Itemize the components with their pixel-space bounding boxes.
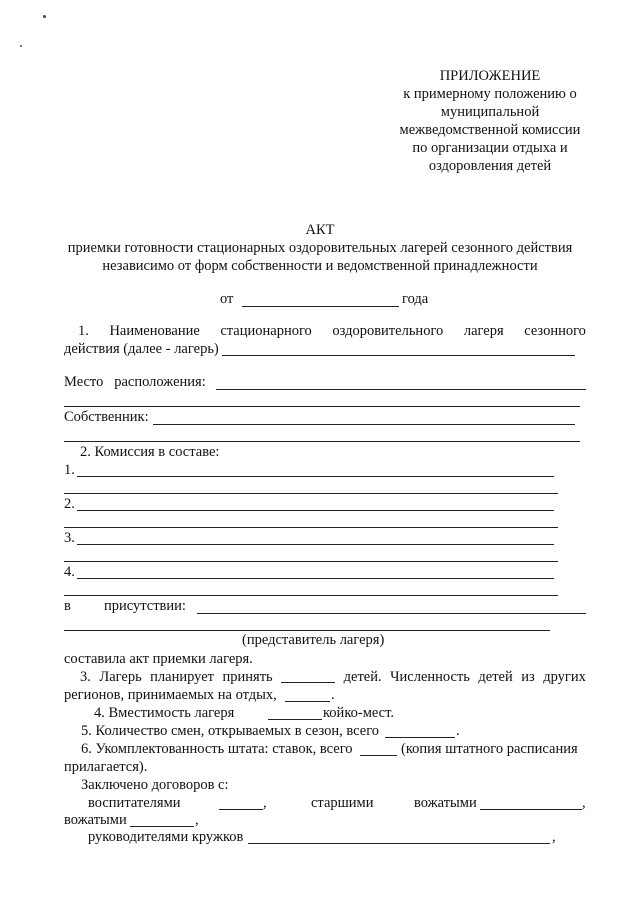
item1-word: оздоровительного	[332, 323, 444, 339]
appendix-line: по организации отдыха и	[412, 140, 568, 156]
appendix-line: к примерному положению о	[403, 86, 577, 102]
date-field[interactable]	[242, 306, 399, 307]
appendix-title: ПРИЛОЖЕНИЕ	[439, 68, 541, 84]
club-leaders-comma: ,	[552, 829, 556, 845]
educators-label: воспитателями	[88, 795, 181, 811]
counselors-label-2: вожатыми	[64, 812, 127, 828]
item5-label: 5. Количество смен, открываемых в сезон, всего	[81, 723, 380, 739]
shifts-field[interactable]	[385, 737, 455, 738]
appendix-line: муниципальной	[440, 104, 540, 120]
counselors-field[interactable]	[130, 826, 194, 827]
presence-in: в	[64, 598, 71, 614]
member-num: 2.	[64, 496, 75, 512]
contracts-heading: Заключено договоров с:	[81, 777, 229, 793]
date-from-label: от	[220, 291, 234, 307]
item1-word: лагеря	[463, 323, 504, 339]
location-label: Место расположения:	[64, 374, 206, 390]
item3-word: Численность	[390, 669, 470, 685]
date-year-label: года	[402, 291, 429, 307]
item3-line2: регионов, принимаемых на отдых,	[64, 687, 277, 703]
presence-label: присутствии:	[104, 598, 186, 614]
presence-tail: составила акт приемки лагеря.	[64, 651, 253, 667]
children-count-field[interactable]	[281, 669, 335, 683]
item1-line2: действия (далее - лагерь)	[64, 341, 219, 357]
counselors-comma: ,	[195, 812, 199, 828]
item3-word: других	[543, 669, 586, 685]
member-field-2[interactable]	[64, 493, 558, 494]
item1-word: сезонного	[524, 323, 586, 339]
member-field[interactable]	[77, 544, 554, 545]
item1-word: стационарного	[220, 323, 312, 339]
senior-label: старшими	[311, 795, 374, 811]
scan-mark	[43, 15, 46, 18]
presence-field[interactable]	[197, 613, 586, 614]
staff-rates-field[interactable]	[360, 755, 397, 756]
educators-comma: ,	[263, 795, 267, 811]
item3-word: планирует	[150, 669, 215, 685]
item5-end: .	[456, 723, 460, 739]
item6-label: 6. Укомплектованность штата: ставок, всего	[81, 741, 353, 757]
act-subtitle: независимо от форм собственности и ведомственной принадлежности	[102, 258, 538, 274]
member-field[interactable]	[77, 510, 554, 511]
appendix-line: оздоровления детей	[428, 158, 552, 174]
educators-field[interactable]	[219, 809, 263, 810]
item1-word: Наименование	[109, 323, 200, 339]
item3-word: принять	[222, 669, 273, 685]
camp-name-field[interactable]	[222, 355, 575, 356]
member-field[interactable]	[77, 476, 554, 477]
location-field[interactable]	[216, 389, 586, 390]
item3-line	[64, 669, 586, 686]
item3-word: Лагерь	[99, 669, 142, 685]
location-field-2[interactable]	[64, 406, 580, 407]
presence-field-2[interactable]	[64, 630, 550, 631]
capacity-field[interactable]	[268, 719, 322, 720]
item6-note: (копия штатного расписания	[401, 741, 578, 757]
member-num: 1.	[64, 462, 75, 478]
item1-line	[64, 323, 586, 340]
club-leaders-field[interactable]	[248, 843, 550, 844]
owner-label: Собственник:	[64, 409, 149, 425]
presence-caption: (представитель лагеря)	[242, 632, 385, 648]
member-num: 4.	[64, 564, 75, 580]
member-field-2[interactable]	[64, 561, 558, 562]
member-field-2[interactable]	[64, 527, 558, 528]
item1-num: 1.	[78, 323, 89, 339]
item4-label: 4. Вместимость лагеря	[94, 705, 235, 721]
item3-word: из	[521, 669, 535, 685]
item4-unit: койко-мест.	[323, 705, 394, 721]
item3-line2-end: .	[331, 687, 335, 703]
owner-field[interactable]	[153, 424, 575, 425]
item6-line2: прилагается).	[64, 759, 148, 775]
item3-word: детей.	[343, 669, 382, 685]
senior-comma: ,	[582, 795, 586, 811]
appendix-line: межведомственной комиссии	[399, 122, 581, 138]
counselors-label: вожатыми	[414, 795, 477, 811]
owner-field-2[interactable]	[64, 441, 580, 442]
commission-heading: 2. Комиссия в составе:	[80, 444, 220, 460]
item3-word: детей	[478, 669, 513, 685]
act-title: АКТ	[305, 222, 335, 238]
scan-mark	[20, 45, 22, 47]
senior-counselors-field[interactable]	[480, 809, 582, 810]
member-field[interactable]	[77, 578, 554, 579]
item3-word: 3.	[80, 669, 91, 685]
member-field-2[interactable]	[64, 595, 558, 596]
member-num: 3.	[64, 530, 75, 546]
other-regions-field[interactable]	[285, 701, 330, 702]
club-leaders-label: руководителями кружков	[88, 829, 244, 845]
act-subtitle: приемки готовности стационарных оздоровительных лагерей сезонного действия	[67, 240, 573, 256]
